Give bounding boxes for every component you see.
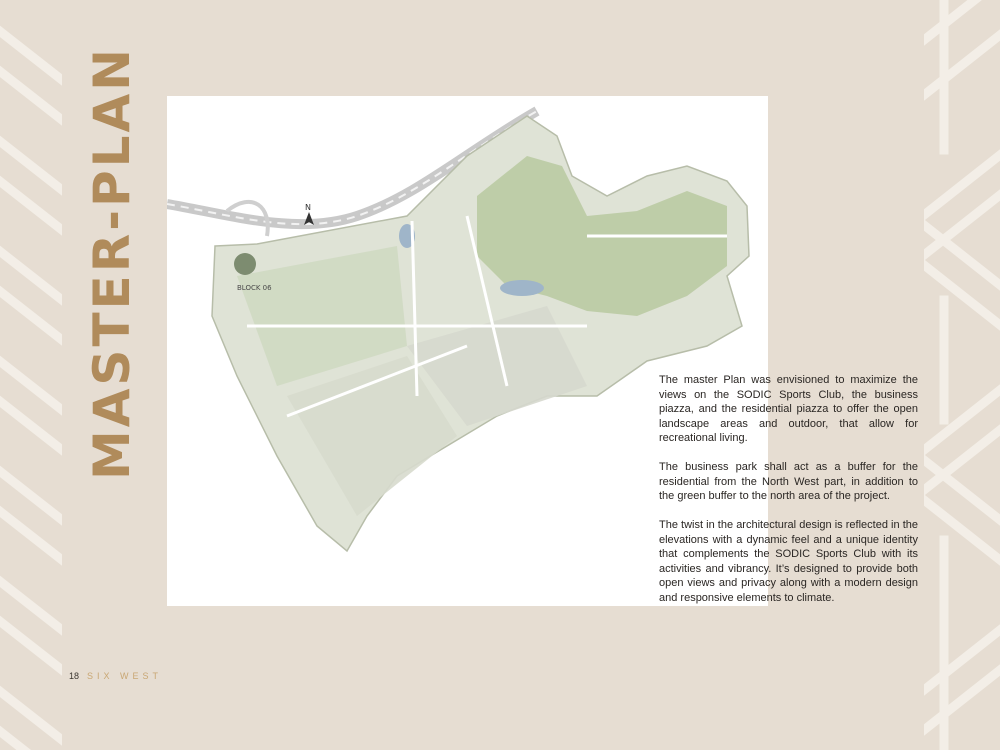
page-number: 18: [69, 671, 80, 681]
brand-name: SIX WEST: [87, 671, 163, 681]
block-06-label: BLOCK 06: [237, 284, 272, 292]
right-chevron-pattern: [924, 0, 1000, 750]
north-label: N: [305, 203, 311, 212]
page-title-container: [82, 45, 142, 480]
body-text: [659, 373, 918, 620]
north-arrow-icon: [304, 203, 314, 225]
page-footer: [69, 671, 162, 681]
paragraph-2: The business park shall act as a buffer for the residential from the North West part, in addition to the green buffer to the north area of the project.: [659, 461, 918, 502]
paragraph-1: The master Plan was envisioned to maximize the views on the SODIC Sports Club, the business piazza, and the residential piazza to offer the open landscape areas and outdoor, that allow for recreational living.: [659, 374, 918, 444]
paragraph-3: The twist in the architectural design is reflected in the elevations with a dynamic feel and a unique identity that complements the SODIC Sports Club with its activities and vibrancy. It’s designed to provide both open views and privacy along with a modern design and responsive elements to climate.: [659, 519, 918, 604]
page-title: MASTER-PLAN: [83, 45, 141, 480]
left-chevron-pattern: [0, 0, 62, 750]
